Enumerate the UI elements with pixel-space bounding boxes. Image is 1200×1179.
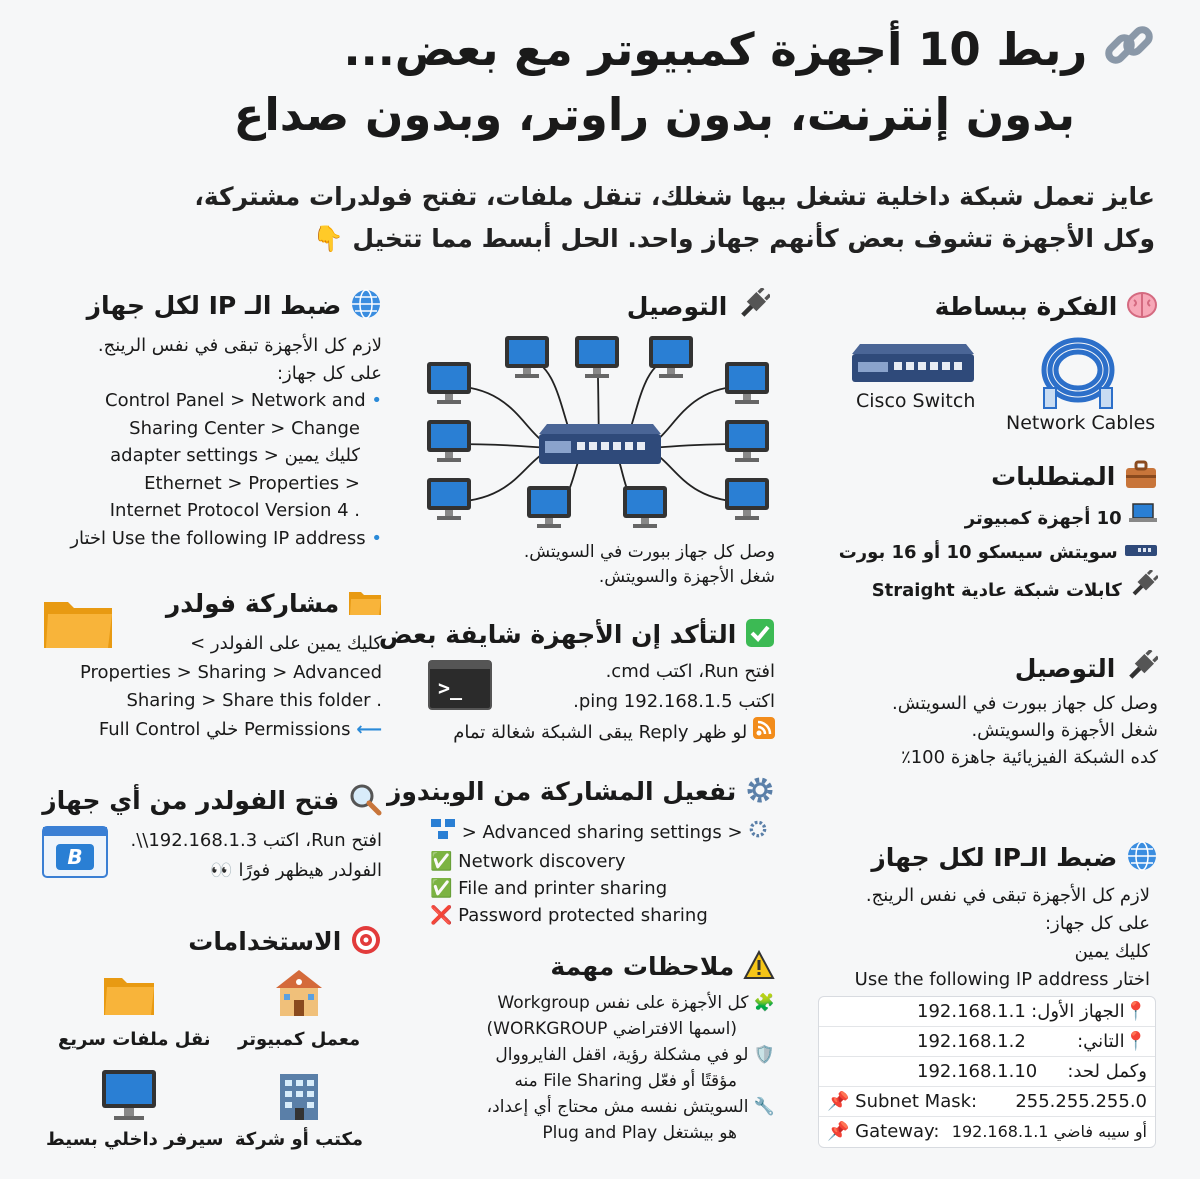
folder-share-steps: كليك يمين على الفولدر > Properties > Sharing > Advanced Sharing > Share this folder . ⟵ Permissions خلي Full Control xyxy=(79,633,382,740)
terminal-icon: >_ xyxy=(428,660,492,710)
requirement-item: 10 أجهزة كمبيوتر xyxy=(839,502,1158,536)
network-cable-label: Network Cables xyxy=(1006,412,1156,434)
plug-icon xyxy=(1124,650,1158,690)
ip-heading-right: ضبط الـIP لكل جهاز xyxy=(871,840,1158,878)
shield-icon: 🛡️ xyxy=(753,1045,775,1065)
sharing-settings-list xyxy=(430,818,768,929)
cross-icon: ❌ xyxy=(430,905,453,926)
connection-steps-center: وصل كل جهاز ببورت في السويتش. شغل الأجهزة والسويتش. xyxy=(523,542,775,587)
network-icon xyxy=(430,818,456,848)
idea-heading: الفكرة ببساطة xyxy=(935,290,1158,326)
ip-heading-left: ضبط الـ IP لكل جهاز xyxy=(87,288,382,326)
folder-share-heading: مشاركة فولدر xyxy=(166,588,382,622)
network-computer-icon xyxy=(505,336,549,378)
network-computer-icon xyxy=(649,336,693,378)
globe-icon xyxy=(350,288,382,326)
switch-icon xyxy=(1124,536,1158,570)
link-icon xyxy=(1103,20,1155,86)
globe-icon xyxy=(1126,840,1158,878)
eyes-icon: 👀 xyxy=(210,860,233,881)
school-icon xyxy=(272,966,326,1020)
requirement-item: كابلات شبكة عادية Straight xyxy=(839,570,1158,612)
network-computer-icon xyxy=(427,420,471,462)
connection-heading-center: التوصيل xyxy=(627,288,770,328)
magnifier-icon xyxy=(348,782,382,822)
notes-heading: ملاحظات مهمة xyxy=(550,950,775,986)
brain-icon xyxy=(1126,290,1158,326)
laptop-icon xyxy=(1128,502,1158,536)
pointing-down-icon: 👇 xyxy=(312,224,344,253)
note-item: 🛡️ لو في مشكلة رؤية، اقفل الفايرووال xyxy=(495,1045,775,1065)
uses-heading: الاستخدامات xyxy=(188,924,382,962)
ip-table xyxy=(818,996,1156,1148)
open-folder-steps: افتح Run، اكتب 192.168.1.3\\. الفولدر هيظهر فورًا 👀 xyxy=(130,830,382,881)
puzzle-icon: 🧩 xyxy=(753,993,775,1013)
gear-icon xyxy=(748,819,768,847)
monitor-icon xyxy=(100,1068,158,1122)
intro-text: عايز تعمل شبكة داخلية تشغل بيها شغلك، تنقل ملفات، تفتح فولدرات مشتركة، وكل الأجهزة تشوف بعض كأنهم جهاز واحد. الحل أبسط مما تتخيل 👇 xyxy=(194,182,1155,253)
requirement-item: سويتش سيسكو 10 أو 16 بورت xyxy=(839,536,1158,570)
target-icon xyxy=(350,924,382,962)
ip-row: 📍الجهاز الأول: 192.168.1.1 xyxy=(819,997,1155,1027)
wrench-icon: 🔧 xyxy=(753,1097,775,1117)
requirements-list xyxy=(839,502,1158,612)
ip-row: وكمل لحد: 192.168.1.10 xyxy=(819,1057,1155,1087)
sharing-option: ❌ Password protected sharing xyxy=(430,905,708,926)
folder-icon xyxy=(348,588,382,622)
network-computer-icon xyxy=(725,362,769,404)
network-cable-image xyxy=(1036,332,1120,412)
ip-instructions-left: لازم كل الأجهزة تبقى في نفس الرينج. على كل جهاز: Control Panel > Network and • Sharing Center > Change adapter settings > كليك يمين Ethernet > Properties > Internet Protocol Version 4 . اختار Use the following IP address • xyxy=(70,335,382,549)
ip-instructions-right: لازم كل الأجهزة تبقى في نفس الرينج. على كل جهاز: كليك يمين اختار Use the following IP address xyxy=(854,885,1150,990)
check-icon: ✅ xyxy=(430,851,453,872)
verify-heading: التأكد إن الأجهزة شايفة بعض xyxy=(379,618,775,654)
folder-icon xyxy=(102,970,156,1018)
requirements-heading: المتطلبات xyxy=(991,460,1158,496)
connection-heading-right: التوصيل xyxy=(1015,650,1158,690)
briefcase-icon xyxy=(1124,460,1158,496)
use-item-lab: معمل كمبيوتر xyxy=(238,1029,361,1050)
cisco-switch-image xyxy=(850,340,976,386)
notes-list: 🧩 كل الأجهزة على نفس Workgroup (اسمها الافتراضي WORKGROUP) 🛡️ لو في مشكلة رؤية، اقفل الفايرووال مؤقتًا أو فعّل File Sharing منه 🔧 السويتش نفسه مش محتاج أي إعداد، هو بيشتغل Plug and Play xyxy=(487,990,776,1146)
cisco-switch-label: Cisco Switch xyxy=(856,390,976,412)
use-item-file-transfer: نقل ملفات سريع xyxy=(58,1029,211,1050)
svg-text:B: B xyxy=(67,845,83,869)
network-computer-icon xyxy=(725,478,769,520)
plug-icon xyxy=(1128,570,1158,612)
network-computer-icon xyxy=(623,486,667,528)
sharing-option: ✅ Network discovery xyxy=(430,851,626,872)
gear-icon xyxy=(745,775,775,811)
network-computer-icon xyxy=(427,362,471,404)
ip-row: 📌 Gateway: 192.168.1.1 أو سيبه فاضي xyxy=(827,1121,1147,1142)
network-computer-icon xyxy=(575,336,619,378)
ip-row: 📍التاني: 192.168.1.2 xyxy=(819,1027,1155,1057)
connection-steps-right: وصل كل جهاز ببورت في السويتش. شغل الأجهزة والسويتش. كده الشبكة الفيزيائية جاهزة 100٪ xyxy=(892,693,1158,768)
check-icon: ✅ xyxy=(430,878,453,899)
use-item-server: سيرفر داخلي بسيط xyxy=(46,1129,224,1150)
network-computer-icon xyxy=(527,486,571,528)
center-switch xyxy=(539,424,661,464)
note-item: 🧩 كل الأجهزة على نفس Workgroup xyxy=(497,993,775,1013)
ip-row: 📌 Subnet Mask: 255.255.255.0 xyxy=(819,1087,1155,1117)
run-window-icon xyxy=(42,826,108,878)
sharing-option: ✅ File and printer sharing xyxy=(430,878,668,899)
page-title: ربط 10 أجهزة كمبيوتر مع بعض... بدون إنترنت، بدون راوتر، وبدون صداع xyxy=(45,20,1155,144)
network-computer-icon xyxy=(427,478,471,520)
network-diagram xyxy=(425,328,775,540)
sharing-path: > Advanced sharing settings > xyxy=(430,818,768,848)
verify-steps: افتح Run، اكتب cmd. اكتب ping 192.168.1.5. لو ظهر Reply يبقى الشبكة شغالة تمام xyxy=(453,657,775,749)
plug-icon xyxy=(736,288,770,328)
warning-icon xyxy=(743,950,775,986)
open-folder-heading: فتح الفولدر من أي جهاز xyxy=(42,782,382,822)
sharing-heading: تفعيل المشاركة من الويندوز xyxy=(387,775,775,811)
office-building-icon xyxy=(272,1068,326,1122)
note-item: 🔧 السويتش نفسه مش محتاج أي إعداد، xyxy=(486,1097,775,1117)
signal-icon xyxy=(753,717,775,749)
check-icon xyxy=(745,618,775,654)
use-item-office: مكتب أو شركة xyxy=(234,1129,364,1150)
network-computer-icon xyxy=(725,420,769,462)
